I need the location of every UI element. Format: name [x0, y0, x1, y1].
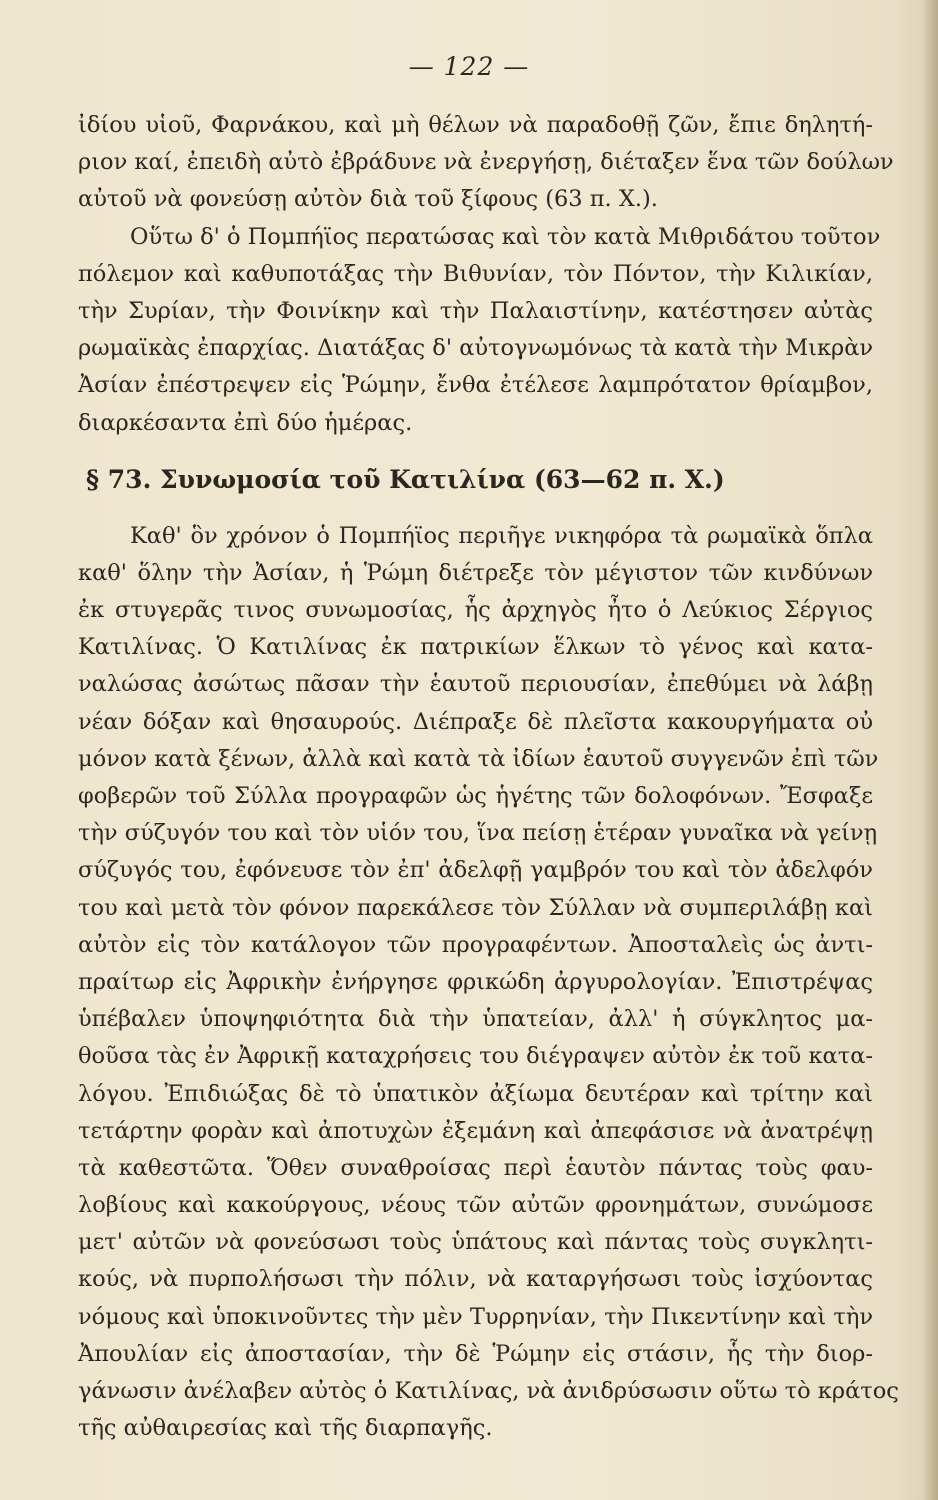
text-line: πραίτωρ εἰς Ἀφρικὴν ἐνήργησε φρικώδη ἀργυρολογίαν. Ἐπιστρέψας [78, 968, 873, 995]
text-line: ρωμαϊκὰς ἐπαρχίας. Διατάξας δ' αὐτογνωμόνως τὰ κατὰ τὴν Μικρὰν [78, 335, 874, 362]
text-line: κούς, νὰ πυρπολήσωσι τὴν πόλιν, νὰ καταργήσωσι τοὺς ἰσχύοντας [78, 1266, 873, 1293]
text-line: γάνωσιν ἀνέλαβεν αὐτὸς ὁ Κατιλίνας, νὰ ἀνιδρύσωσιν οὕτω τὸ κράτος [78, 1378, 899, 1404]
paragraph-3 [78, 518, 899, 1448]
text-line: Ἀσίαν ἐπέστρεψεν εἰς Ῥώμην, ἔνθα ἐτέλεσε λαμπρότατον θρίαμβον, [78, 372, 873, 399]
text-line: πόλεμον καὶ καθυποτάξας τὴν Βιθυνίαν, τὸν Πόντον, τὴν Κιλικίαν, [78, 260, 873, 287]
text-line: ἐκ στυγερᾶς τινος συνωμοσίας, ἧς ἀρχηγὸς ἦτο ὁ Λεύκιος Σέργιος [78, 597, 873, 624]
paragraph-1 [78, 107, 894, 219]
page-number: — 122 — [408, 52, 530, 81]
body-text [78, 107, 899, 1447]
text-line: Ἀπουλίαν εἰς ἀποστασίαν, τὴν δὲ Ῥώμην εἰς στάσιν, ἧς τὴν διορ- [78, 1340, 873, 1367]
text-line: τῆς αὐθαιρεσίας καὶ τῆς διαρπαγῆς. [78, 1415, 493, 1442]
text-line: καθ' ὅλην τὴν Ἀσίαν, ἡ Ῥώμη διέτρεξε τὸν μέγιστον τῶν κινδύνων [78, 559, 873, 586]
section-title: Συνωμοσία τοῦ Κατιλίνα (63—62 π. Χ.) [160, 464, 725, 494]
text-line: νόμους καὶ ὑποκινοῦντες τὴν μὲν Τυρρηνίαν, τὴν Πικεντίνην καὶ τὴν [78, 1303, 873, 1330]
text-line: αὐτοῦ νὰ φονεύσῃ αὐτὸν διὰ τοῦ ξίφους (63 π. Χ.). [78, 186, 658, 213]
text-line: ναλώσας ἀσώτως πᾶσαν τὴν ἑαυτοῦ περιουσίαν, ἐπεθύμει νὰ λάβῃ [78, 671, 873, 698]
text-line: του καὶ μετὰ τὸν φόνον παρεκάλεσε τὸν Σύλλαν νὰ συμπεριλάβῃ καὶ [78, 894, 873, 921]
text-line: ριον καί, ἐπειδὴ αὐτὸ ἐβράδυνε νὰ ἐνεργήσῃ, διέταξεν ἕνα τῶν δούλων [78, 149, 894, 176]
text-line: Οὕτω δ' ὁ Πομπήϊος περατώσας καὶ τὸν κατὰ Μιθριδάτου τοῦτον [130, 223, 881, 250]
text-line: αὐτὸν εἰς τὸν κατάλογον τῶν προγραφέντων. Ἀποσταλεὶς ὡς ἀντι- [78, 931, 873, 958]
text-line: τετάρτην φορὰν καὶ ἀποτυχὼν ἐξεμάνη καὶ ἀπεφάσισε νὰ ἀνατρέψῃ [78, 1117, 873, 1144]
section-heading [78, 442, 873, 518]
text-line: Κατιλίνας. Ὁ Κατιλίνας ἐκ πατρικίων ἕλκων τὸ γένος καὶ κατα- [78, 634, 873, 661]
text-line: λόγου. Ἐπιδιώξας δὲ τὸ ὑπατικὸν ἀξίωμα δευτέραν καὶ τρίτην καὶ [78, 1080, 873, 1107]
paragraph-2 [78, 219, 881, 442]
page-edge [924, 0, 938, 1500]
text-line: ὑπέβαλεν ὑποψηφιότητα διὰ τὴν ὑπατείαν, ἀλλ' ἡ σύγκλητος μα- [78, 1006, 873, 1033]
text-line: μόνον κατὰ ξένων, ἀλλὰ καὶ κατὰ τὰ ἰδίων ἑαυτοῦ συγγενῶν ἐπὶ τῶν [78, 745, 879, 772]
text-line: φοβερῶν τοῦ Σύλλα προγραφῶν ὡς ἡγέτης τῶν δολοφόνων. Ἔσφαξε [78, 783, 873, 809]
text-line: θοῦσα τὰς ἐν Ἀφρικῇ καταχρήσεις του διέγραψεν αὐτὸν ἐκ τοῦ κατα- [78, 1043, 873, 1070]
section-number: § 73. [86, 464, 152, 494]
text-line: ἰδίου υἱοῦ, Φαρνάκου, καὶ μὴ θέλων νὰ παραδοθῇ ζῶν, ἔπιε δηλητή- [78, 112, 873, 138]
text-line: Καθ' ὃν χρόνον ὁ Πομπήϊος περιῆγε νικηφόρα τὰ ρωμαϊκὰ ὅπλα [130, 522, 873, 549]
text-line: λοβίους καὶ κακούργους, νέους τῶν αὐτῶν φρονημάτων, συνώμοσε [78, 1192, 873, 1219]
text-line: μετ' αὐτῶν νὰ φονεύσωσι τοὺς ὑπάτους καὶ πάντας τοὺς συγκλητι- [78, 1229, 873, 1256]
text-line: τὰ καθεστῶτα. Ὅθεν συναθροίσας περὶ ἑαυτὸν πάντας τοὺς φαυ- [78, 1154, 873, 1181]
page-header [0, 52, 938, 81]
text-line: τὴν σύζυγόν του καὶ τὸν υἱόν του, ἵνα πείσῃ ἑτέραν γυναῖκα νὰ γείνῃ [78, 820, 878, 847]
text-line: σύζυγός του, ἐφόνευσε τὸν ἐπ' ἀδελφῇ γαμβρόν του καὶ τὸν ἀδελφόν [78, 857, 873, 884]
text-line: διαρκέσαντα ἐπὶ δύο ἡμέρας. [78, 409, 413, 436]
text-line: τὴν Συρίαν, τὴν Φοινίκην καὶ τὴν Παλαιστίνην, κατέστησεν αὐτὰς [78, 297, 873, 324]
text-line: νέαν δόξαν καὶ θησαυρούς. Διέπραξε δὲ πλεῖστα κακουργήματα οὐ [78, 708, 873, 735]
